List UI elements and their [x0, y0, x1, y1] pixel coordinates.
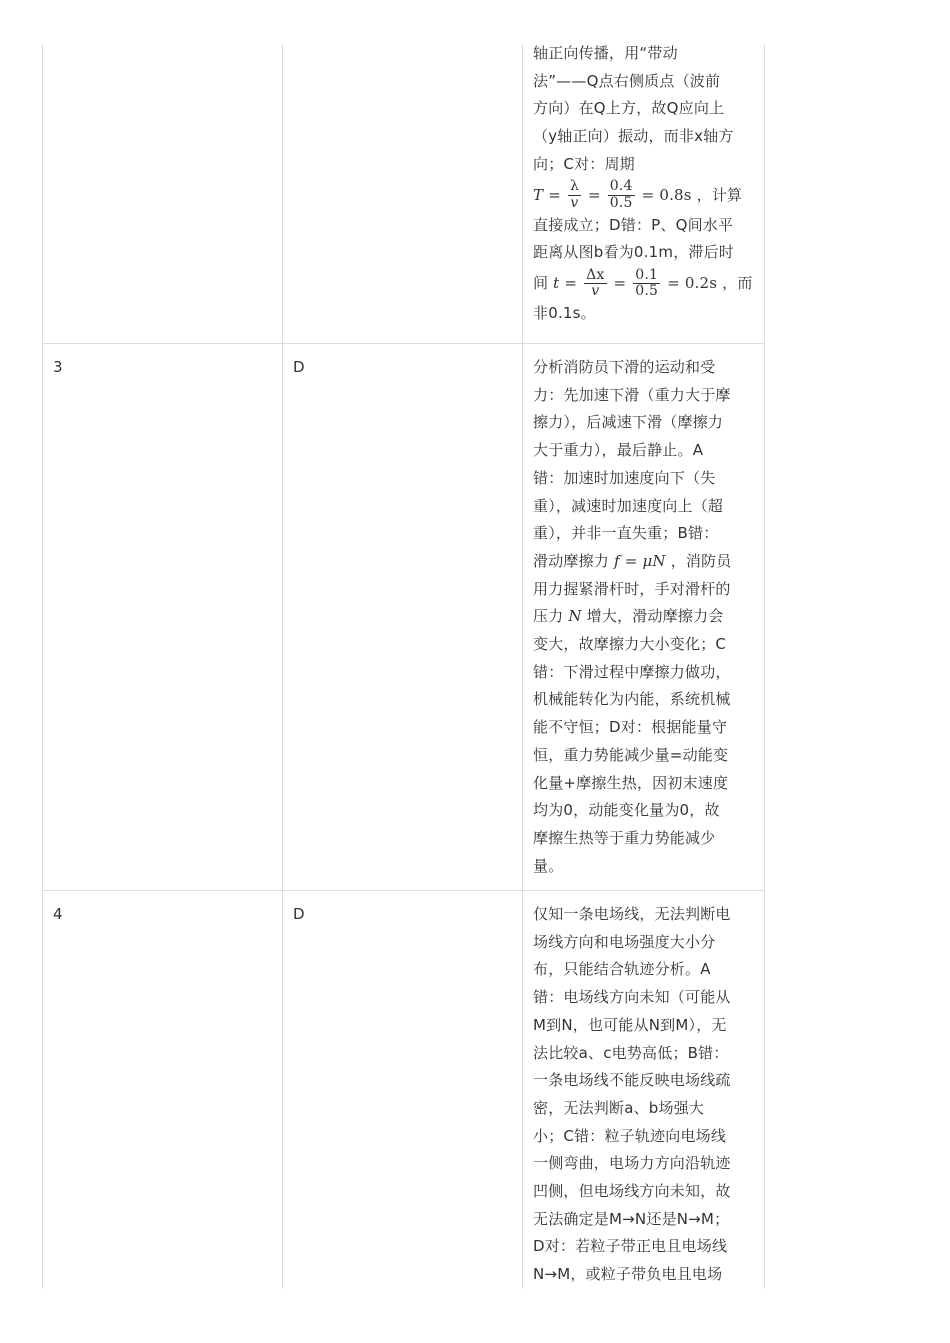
explanation-line: 机械能转化为内能，系统机械 [533, 690, 731, 709]
row-divider-1 [42, 343, 765, 344]
explanation-line: 仅知一条电场线，无法判断电 [533, 905, 731, 923]
column-divider-1 [282, 44, 283, 1289]
explanation-line: 能不守恒；D对：根据能量守 [533, 718, 728, 737]
row-2-number: 3 [53, 358, 63, 376]
explanation-line: N→M，或粒子带负电且电场 [533, 1265, 723, 1284]
fraction-values: $\frac{0.1}{0.5}$ [635, 266, 659, 299]
delay-formula: 间 t = $\frac{\Delta x}{v}$ = $\frac{0.1}{0.5}$ = 0.2s ，而 [533, 266, 753, 299]
column-divider-2 [522, 44, 523, 1289]
explanation-line: 量。 [533, 856, 564, 875]
explanation-line: 摩擦生热等于重力势能减少 [533, 828, 716, 847]
explanation-line: 方向）在Q上方，故Q应向上 [533, 99, 725, 118]
explanation-line: 布，只能结合轨迹分析。A [533, 960, 711, 979]
explanation-line: 法比较a、c电势高低；B错： [533, 1043, 729, 1062]
table-border-right [764, 44, 765, 1289]
explanation-line: 直接成立；D错：P、Q间水平 [533, 215, 734, 234]
explanation-line: （y轴正向）振动，而非x轴方 [533, 127, 734, 146]
explanation-line: 距离从图b看为0.1m，滞后时 [533, 243, 734, 262]
explanation-line: 重），并非一直失重；B错： [533, 524, 719, 543]
row-2-explanation [533, 354, 757, 880]
explanation-line: 非0.1s。 [533, 303, 596, 322]
period-formula: T = $\frac{\lambda}{v}$ = $\frac{0.4}{0.5}$ = 0.8s ，计算 [533, 178, 743, 211]
explanation-line: 错：加速时加速度向下（失 [533, 468, 716, 487]
fraction-values: $\frac{0.4}{0.5}$ [609, 178, 633, 211]
row-1-explanation [533, 40, 757, 328]
table-border-left [42, 44, 43, 1289]
row-3-answer: D [293, 905, 305, 923]
pressure-line: 压力 N 增大，滑动摩擦力会 [533, 607, 724, 626]
explanation-line: 错：下滑过程中摩擦力做功， [533, 662, 731, 681]
row-2-answer: D [293, 358, 305, 376]
explanation-line: 凹侧，但电场线方向未知，故 [533, 1182, 731, 1201]
explanation-line: 法”——Q点右侧质点（波前 [533, 71, 721, 90]
explanation-line: 用力握紧滑杆时，手对滑杆的 [533, 579, 731, 598]
answer-table [42, 44, 765, 1289]
explanation-line: M到N，也可能从N到M），无 [533, 1015, 727, 1034]
row-divider-2 [42, 890, 765, 891]
explanation-line: 小；C错：粒子轨迹向电场线 [533, 1126, 727, 1145]
explanation-line: 一条电场线不能反映电场线疏 [533, 1071, 731, 1090]
explanation-line: 错：电场线方向未知（可能从 [533, 988, 731, 1007]
explanation-line: 场线方向和电场强度大小分 [533, 932, 716, 951]
explanation-line: 擦力），后减速下滑（摩擦力 [533, 413, 724, 432]
explanation-line: D对：若粒子带正电且电场线 [533, 1237, 728, 1256]
row-3-explanation [533, 901, 757, 1289]
explanation-line: 化量+摩擦生热，因初末速度 [533, 773, 729, 792]
explanation-line: 无法确定是M→N还是N→M； [533, 1209, 730, 1228]
fraction-dx-over-v: $\frac{\Delta x}{v}$ [586, 266, 605, 299]
row-3-number: 4 [53, 905, 63, 923]
explanation-line: 一侧弯曲，电场力方向沿轨迹 [533, 1154, 731, 1173]
friction-formula-line: 滑动摩擦力 f = μN ，消防员 [533, 551, 732, 570]
explanation-line: 轴正向传播，用“带动 [533, 44, 678, 62]
explanation-line: 恒，重力势能减少量=动能变 [533, 745, 729, 764]
explanation-line: 密，无法判断a、b场强大 [533, 1098, 705, 1117]
fraction-lambda-over-v: $\frac{\lambda}{v}$ [569, 178, 580, 211]
explanation-line: 均为0，动能变化量为0，故 [533, 801, 720, 820]
explanation-line: 重），减速时加速度向上（超 [533, 496, 724, 515]
explanation-line: 变大，故摩擦力大小变化；C [533, 635, 727, 654]
explanation-line: 向；C对：周期 [533, 154, 635, 173]
explanation-line: 力：先加速下滑（重力大于摩 [533, 385, 731, 404]
explanation-line: 大于重力），最后静止。A [533, 441, 704, 460]
explanation-line: 分析消防员下滑的运动和受 [533, 358, 716, 376]
